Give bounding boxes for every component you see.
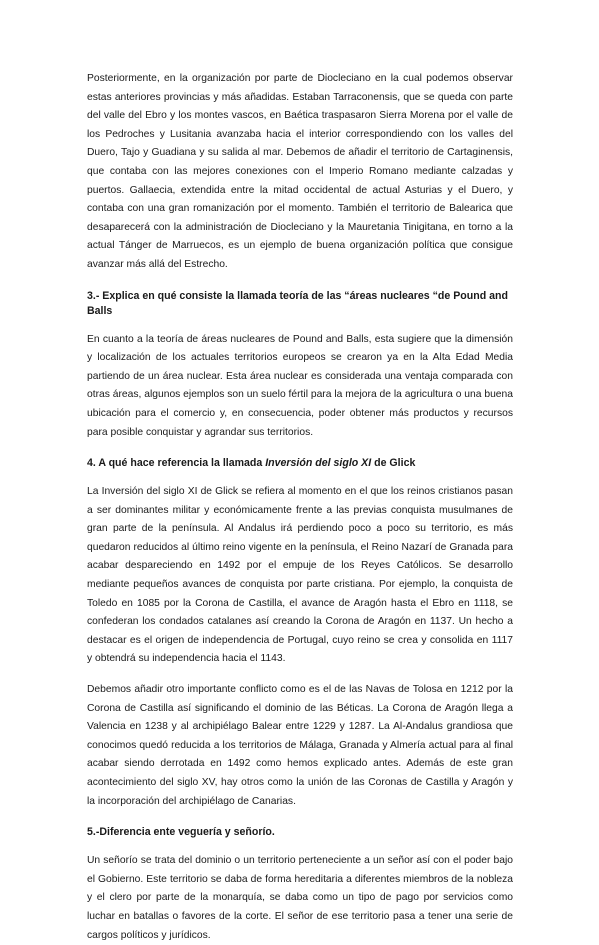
paragraph-pound-and-balls: En cuanto a la teoría de áreas nucleares de Pound and Balls, esta sugiere que la dimensión y localización de los actuales territorios europeos se crearon ya en la Alta Edad Media partiendo de un área nuclear. Esta área nuclear es considerada una ventaja comparada con otras áreas, algunos ejemplos son un suelo fértil para la mejora de la agricultura o una buena ubicación para el comercio y, en consecuencia, poder obtener más productos y recursos para posible conquistar y agrandar sus territorios. xyxy=(87,333,513,438)
heading-question-3: 3.- Explica en qué consiste la llamada teoría de las “áreas nucleares “de Pound and Balls xyxy=(87,289,508,317)
paragraph-navas-de-tolosa: Debemos añadir otro importante conflicto como es el de las Navas de Tolosa en 1212 por la Corona de Castilla así significando el dominio de las Béticas. La Corona de Aragón llega a Valencia en 1238 y al archipiélago Balear entre 1229 y 1287. La Al-Andalus grandiosa que conocimos quedó reducida a los territorios de Málaga, Granada y Almería actual para al final acabar siendo derrotada en 1492 como hemos explicado antes. Además de este gran acontecimiento del siglo XV, hay otros como la unión de las Coronas de Castilla y Aragón y la incorporación del archipiélago de Canarias. xyxy=(87,684,513,807)
heading-question-4 xyxy=(87,456,513,471)
heading-question-4-italic: Inversión del siglo XI xyxy=(265,457,372,470)
paragraph-inversion-glick: La Inversión del siglo XI de Glick se refiera al momento en el que los reinos cristianos pasan a ser dominantes militar y económicamente frente a las previas conquista musulmanes de gran parte de la península. Al Andalus irá perdiendo poco a poco su territorio, es más quedaron reducidos al último reino vigente en la península, el Reino Nazarí de Granada para acabar despareciendo en 1492 por el empuje de los Reyes Católicos. Se desarrollo mediante pequeños avances de conquista por parte cristiana. Por ejemplo, la conquista de Toledo en 1085 por la Corona de Castilla, el avance de Aragón hasta el Ebro en 1118, se confederan los condados catalanes así creando la Corona de Aragón en 1137. Un hecho a destacar es el origen de independencia de Portugal, cuyo reino se crea y consolida en 1117 y obtendrá su independencia hacia el 1143. xyxy=(87,486,513,665)
paragraph-senorio: Un señorío se trata del dominio o un territorio perteneciente a un señor así con el poder bajo el Gobierno. Este territorio se daba de forma hereditaria a diferentes miembros de la nobleza y el clero por parte de la monarquía, se daba como un tipo de pago por servicios como luchar en batallas o favores de la corte. El señor de ese territorio pasa a tener una serie de cargos políticos y jurídicos. xyxy=(87,855,513,941)
heading-question-5: 5.-Diferencia ente veguería y señorío. xyxy=(87,826,275,839)
heading-question-4-prefix: 4. A qué hace referencia la llamada xyxy=(87,457,266,470)
paragraph-diocleciano-provinces: Posteriormente, en la organización por parte de Diocleciano en la cual podemos observar estas anteriores provincias y más añadidas. Estaban Tarraconensis, que se queda con parte del valle del Ebro y los montes vascos, en Baética traspasaron Sierra Morena por el valle de los Pedroches y Lusitania avanzaba hacia el interior correspondiendo con los valles del Duero, Tajo y Guadiana y su salida al mar. Debemos de añadir el territorio de Cartaginensis, que contaba con las mejores conexiones con el Imperio Romano mediante calzadas y puertos. Gallaecia, extendida entre la mitad occidental de actual Asturias y el Duero, y contaba con una gran romanización por el momento. También el territorio de Balearica que desaparecerá con la administración de Diocleciano y la Mauretania Tinigitana, en torno a la actual Tánger de Marruecos, es un ejemplo de buena organización política que consigue avanzar más allá del Estrecho. xyxy=(87,73,513,270)
heading-question-4-suffix: de Glick xyxy=(371,457,416,470)
